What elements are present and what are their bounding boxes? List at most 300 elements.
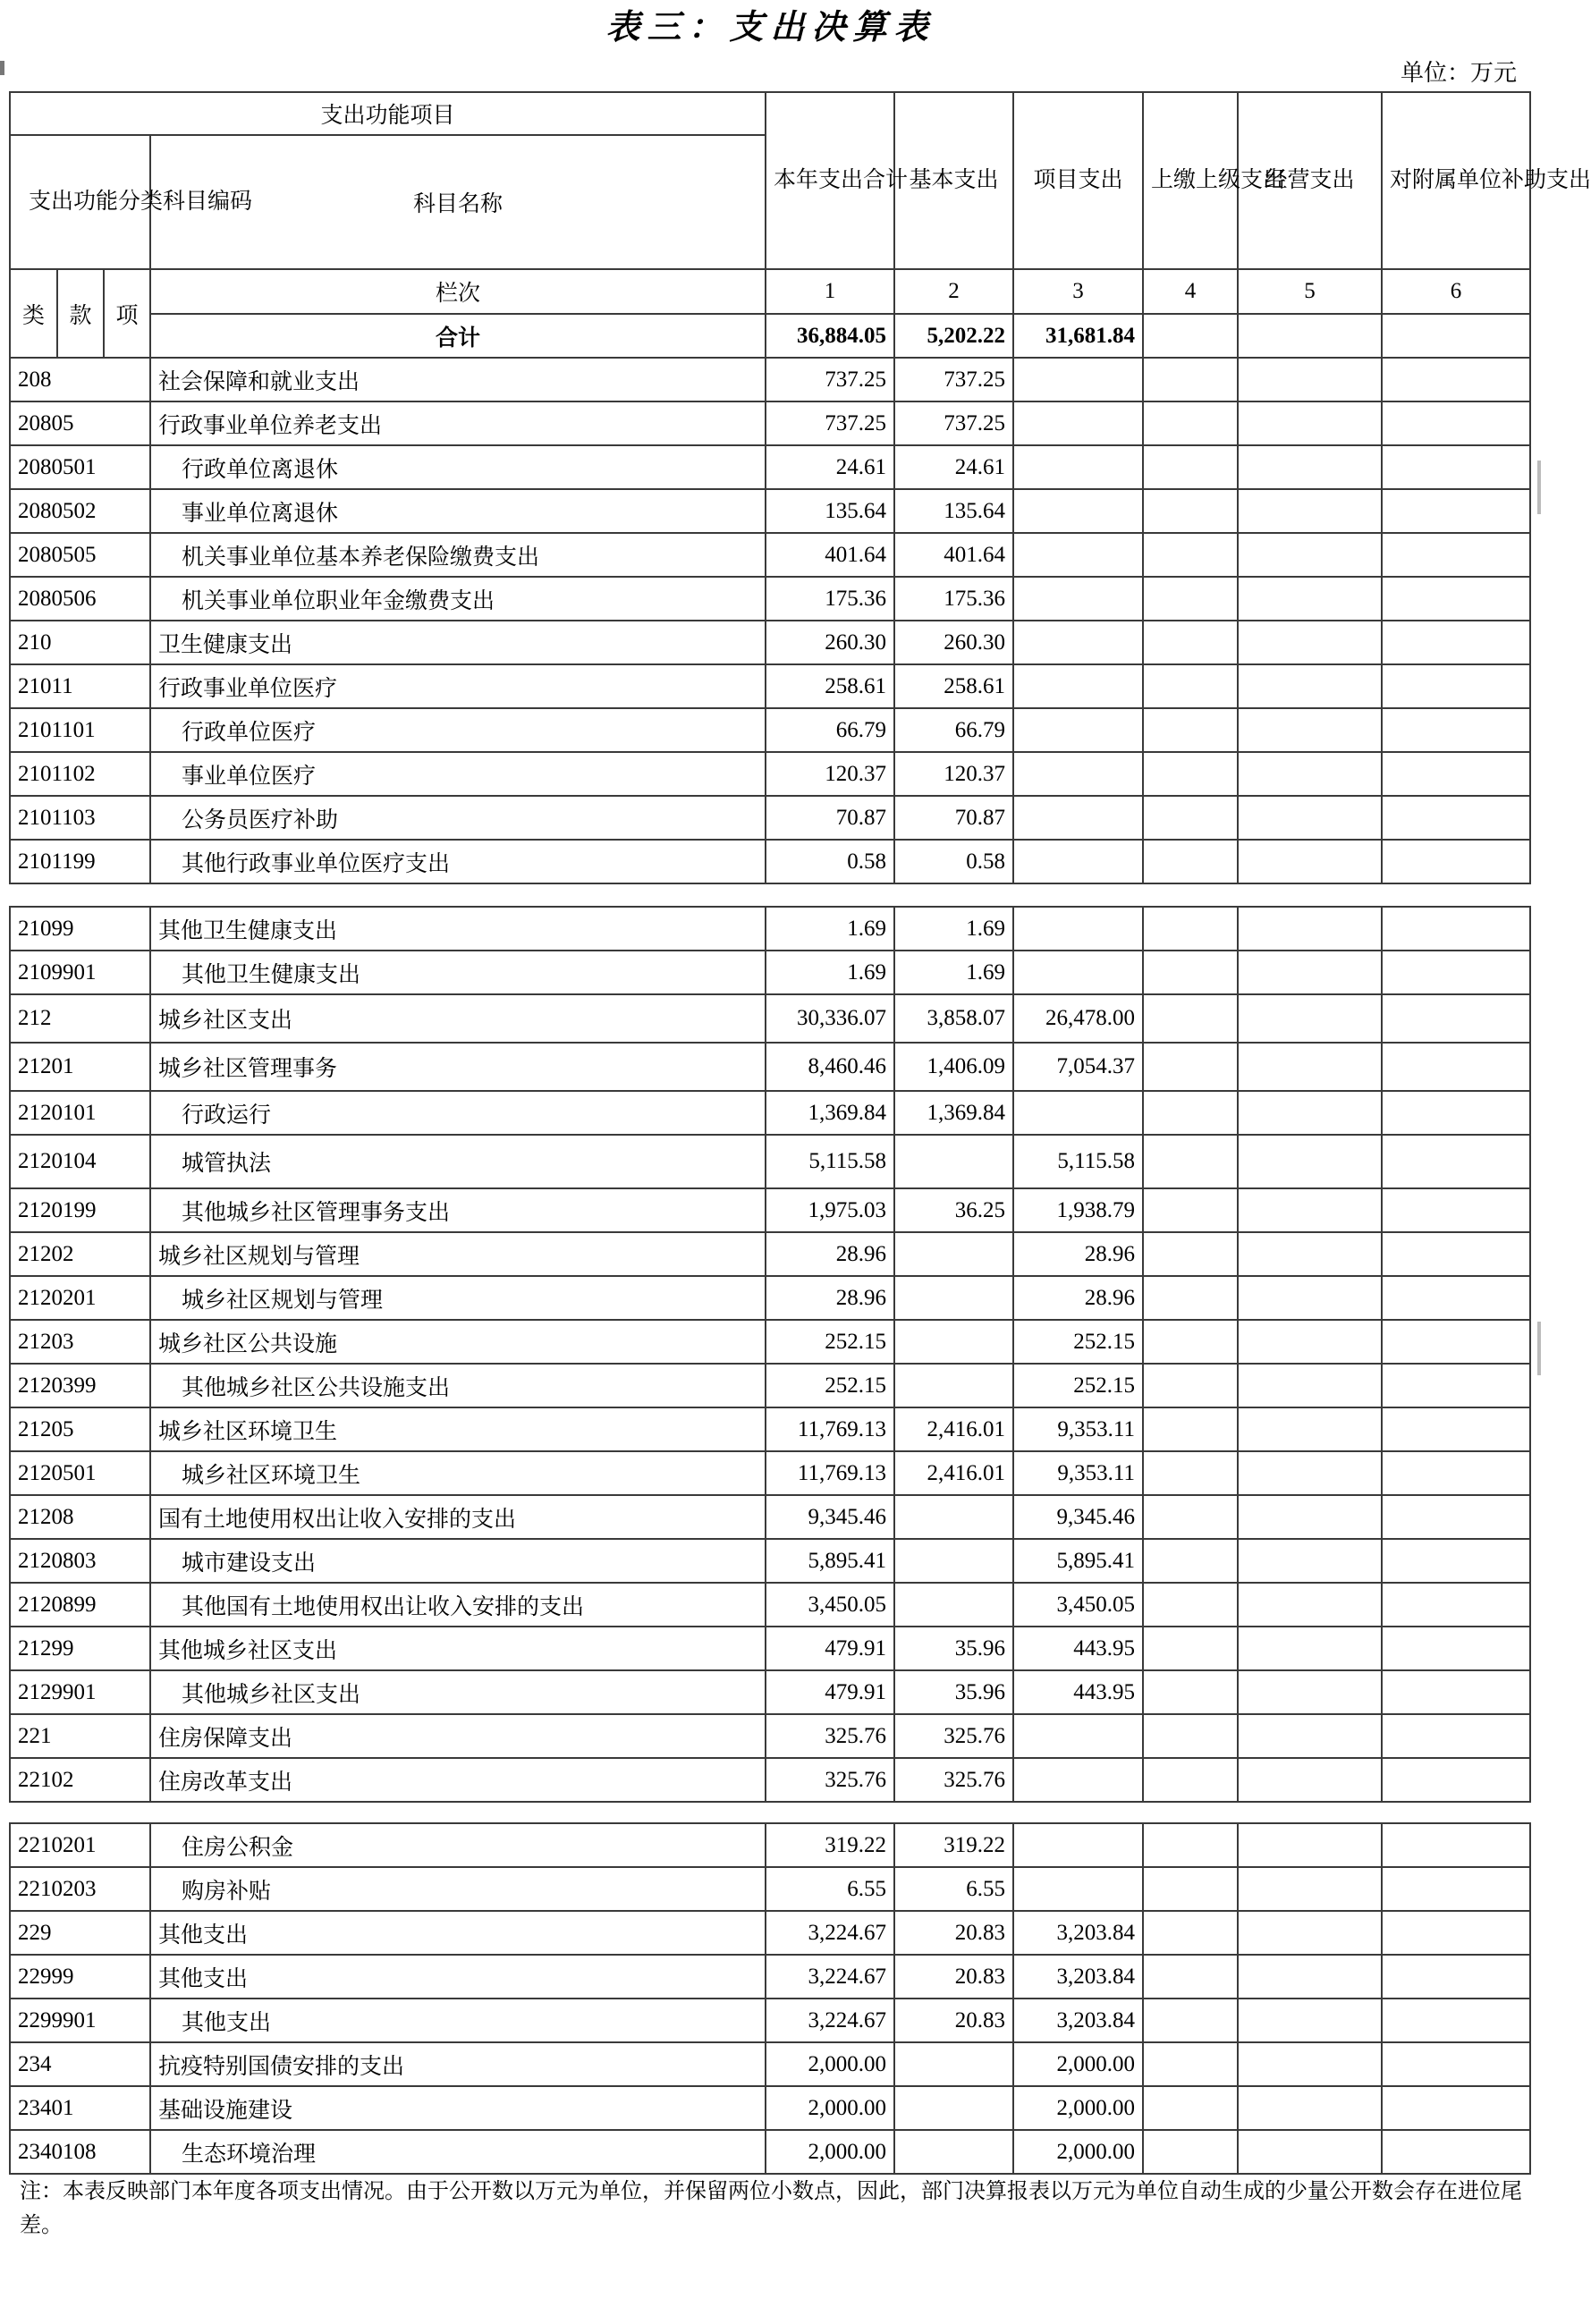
subject-name: 其他国有土地使用权出让收入安排的支出 [182, 1594, 585, 1619]
value-col-3: 3,203.84 [1013, 1955, 1143, 1999]
value-col-6 [1382, 1451, 1530, 1495]
subject-name-cell [150, 1188, 766, 1232]
table-row [10, 1407, 1530, 1451]
subject-code: 2120899 [10, 1583, 150, 1627]
header-code-label: 支出功能分类科目编码 [10, 135, 150, 269]
value-col-3: 28.96 [1013, 1276, 1143, 1320]
value-col-6 [1382, 1758, 1530, 1802]
value-col-3 [1013, 664, 1143, 708]
table-row [10, 489, 1530, 533]
value-col-1: 8,460.46 [766, 1043, 894, 1091]
value-col-2: 20.83 [894, 1911, 1013, 1955]
value-col-1: 252.15 [766, 1364, 894, 1407]
subject-code: 2120104 [10, 1135, 150, 1188]
value-col-4 [1143, 951, 1238, 994]
value-col-3: 9,353.11 [1013, 1407, 1143, 1451]
value-col-4 [1143, 621, 1238, 664]
subject-name-cell [150, 840, 766, 883]
value-col-2: 135.64 [894, 489, 1013, 533]
value-col-6 [1382, 358, 1530, 401]
table-row [10, 1276, 1530, 1320]
subject-name: 抗疫特别国债安排的支出 [158, 2054, 405, 2079]
value-col-2 [894, 2042, 1013, 2086]
col-number-1: 1 [766, 269, 894, 314]
value-col-2: 175.36 [894, 577, 1013, 621]
subject-name: 机关事业单位职业年金缴费支出 [182, 588, 495, 613]
value-col-4 [1143, 1823, 1238, 1867]
value-col-5 [1238, 2086, 1382, 2130]
value-col-6 [1382, 1867, 1530, 1911]
subject-code: 2109901 [10, 951, 150, 994]
value-col-2: 36.25 [894, 1188, 1013, 1232]
value-col-6 [1382, 1043, 1530, 1091]
page-edge-mark-right-1 [1537, 461, 1541, 514]
subject-name: 城乡社区公共设施 [158, 1331, 338, 1356]
subject-name-cell [150, 907, 766, 951]
table-row [10, 1714, 1530, 1758]
value-col-5 [1238, 1670, 1382, 1714]
value-col-5 [1238, 1999, 1382, 2042]
table-row [10, 1823, 1530, 1867]
value-col-4 [1143, 1583, 1238, 1627]
value-col-6 [1382, 1627, 1530, 1670]
table-row [10, 994, 1530, 1043]
subject-code: 234 [10, 2042, 150, 2086]
subject-code: 2210201 [10, 1823, 150, 1867]
value-col-2: 401.64 [894, 533, 1013, 577]
subject-name-cell [150, 1451, 766, 1495]
value-col-5 [1238, 840, 1382, 883]
value-col-5 [1238, 1451, 1382, 1495]
value-col-5 [1238, 489, 1382, 533]
value-col-4 [1143, 1188, 1238, 1232]
value-col-2: 120.37 [894, 752, 1013, 796]
table-row [10, 1364, 1530, 1407]
value-col-2: 319.22 [894, 1823, 1013, 1867]
value-col-3 [1013, 840, 1143, 883]
value-col-5 [1238, 358, 1382, 401]
subject-name-cell [150, 1407, 766, 1451]
value-col-1: 5,115.58 [766, 1135, 894, 1188]
value-col-4 [1143, 840, 1238, 883]
subject-code: 22102 [10, 1758, 150, 1802]
subject-name: 卫生健康支出 [158, 632, 293, 657]
value-col-1: 3,224.67 [766, 1955, 894, 1999]
value-col-6 [1382, 840, 1530, 883]
subject-name-cell [150, 577, 766, 621]
value-col-3: 3,203.84 [1013, 1911, 1143, 1955]
value-col-4 [1143, 1320, 1238, 1364]
value-col-5 [1238, 1867, 1382, 1911]
value-col-3: 9,345.46 [1013, 1495, 1143, 1539]
value-col-4 [1143, 1955, 1238, 1999]
value-col-6 [1382, 1276, 1530, 1320]
subject-name: 城乡社区环境卫生 [158, 1419, 338, 1444]
value-col-3: 3,203.84 [1013, 1999, 1143, 2042]
subject-name: 其他城乡社区支出 [182, 1682, 361, 1707]
subject-name: 其他城乡社区支出 [158, 1638, 338, 1663]
table-row [10, 577, 1530, 621]
value-col-6 [1382, 1091, 1530, 1135]
value-col-6 [1382, 708, 1530, 752]
total-value-4 [1143, 314, 1238, 358]
table-row [10, 1091, 1530, 1135]
table-row [10, 1955, 1530, 1999]
value-col-4 [1143, 1627, 1238, 1670]
value-col-2 [894, 1320, 1013, 1364]
value-col-3: 3,450.05 [1013, 1583, 1143, 1627]
value-col-2: 66.79 [894, 708, 1013, 752]
value-col-6 [1382, 752, 1530, 796]
table-row [10, 907, 1530, 951]
unit-label: 单位：万元 [1400, 60, 1517, 86]
value-col-3 [1013, 533, 1143, 577]
total-value-5 [1238, 314, 1382, 358]
value-col-6 [1382, 577, 1530, 621]
total-value-2: 5,202.22 [894, 314, 1013, 358]
table-row [10, 1232, 1530, 1276]
value-col-5 [1238, 2130, 1382, 2174]
value-col-3 [1013, 445, 1143, 489]
header-col-project: 项目支出 [1013, 92, 1143, 269]
subject-name-cell [150, 796, 766, 840]
value-col-3: 2,000.00 [1013, 2042, 1143, 2086]
page-title: 表三：支出决算表 [605, 9, 935, 46]
subject-code: 21011 [10, 664, 150, 708]
value-col-4 [1143, 1495, 1238, 1539]
value-col-4 [1143, 907, 1238, 951]
value-col-1: 319.22 [766, 1823, 894, 1867]
value-col-2 [894, 1364, 1013, 1407]
subject-name: 城乡社区环境卫生 [182, 1463, 361, 1488]
value-col-5 [1238, 1583, 1382, 1627]
value-col-4 [1143, 1999, 1238, 2042]
table-row [10, 1627, 1530, 1670]
value-col-1: 66.79 [766, 708, 894, 752]
subject-name: 城管执法 [182, 1152, 272, 1176]
subject-name-cell [150, 621, 766, 664]
subject-name: 住房保障支出 [158, 1726, 293, 1751]
subject-name-cell [150, 1911, 766, 1955]
value-col-3: 443.95 [1013, 1670, 1143, 1714]
subject-code: 2299901 [10, 1999, 150, 2042]
subject-name-cell [150, 1627, 766, 1670]
value-col-3: 5,115.58 [1013, 1135, 1143, 1188]
subject-code: 2120399 [10, 1364, 150, 1407]
subject-code: 21099 [10, 907, 150, 951]
value-col-2 [894, 2086, 1013, 2130]
value-col-4 [1143, 664, 1238, 708]
value-col-3 [1013, 907, 1143, 951]
value-col-4 [1143, 1539, 1238, 1583]
header-name-label: 科目名称 [150, 135, 766, 269]
subject-name: 基础设施建设 [158, 2098, 293, 2123]
value-col-1: 70.87 [766, 796, 894, 840]
value-col-4 [1143, 2042, 1238, 2086]
subject-code: 2080501 [10, 445, 150, 489]
value-col-2: 2,416.01 [894, 1451, 1013, 1495]
value-col-1: 260.30 [766, 621, 894, 664]
table-row [10, 1583, 1530, 1627]
value-col-2: 260.30 [894, 621, 1013, 664]
subject-code: 21205 [10, 1407, 150, 1451]
value-col-5 [1238, 1407, 1382, 1451]
value-col-2: 1.69 [894, 907, 1013, 951]
page-edge-mark-left [0, 61, 4, 75]
subject-code: 210 [10, 621, 150, 664]
subject-name: 行政单位医疗 [182, 720, 317, 745]
value-col-5 [1238, 577, 1382, 621]
value-col-5 [1238, 1539, 1382, 1583]
value-col-3 [1013, 489, 1143, 533]
value-col-6 [1382, 401, 1530, 445]
value-col-1: 0.58 [766, 840, 894, 883]
subject-code: 20805 [10, 401, 150, 445]
subject-name-cell [150, 445, 766, 489]
value-col-3: 443.95 [1013, 1627, 1143, 1670]
value-col-4 [1143, 1758, 1238, 1802]
value-col-3: 28.96 [1013, 1232, 1143, 1276]
subject-name-cell [150, 2130, 766, 2174]
value-col-1: 1,369.84 [766, 1091, 894, 1135]
value-col-4 [1143, 1135, 1238, 1188]
subject-name: 购房补贴 [182, 1879, 272, 1904]
subject-name-cell [150, 708, 766, 752]
value-col-3: 9,353.11 [1013, 1451, 1143, 1495]
value-col-6 [1382, 2042, 1530, 2086]
table-row [10, 1999, 1530, 2042]
value-col-1: 5,895.41 [766, 1539, 894, 1583]
value-col-4 [1143, 401, 1238, 445]
value-col-4 [1143, 1407, 1238, 1451]
value-col-1: 3,224.67 [766, 1911, 894, 1955]
table-row [10, 1670, 1530, 1714]
value-col-2: 24.61 [894, 445, 1013, 489]
value-col-6 [1382, 2130, 1530, 2174]
table-row [10, 2130, 1530, 2174]
value-col-5 [1238, 951, 1382, 994]
subject-name: 事业单位医疗 [182, 764, 317, 789]
subject-name-cell [150, 664, 766, 708]
table-row [10, 1539, 1530, 1583]
subject-code: 2129901 [10, 1670, 150, 1714]
table-row [10, 2086, 1530, 2130]
subject-name: 其他卫生健康支出 [158, 918, 338, 943]
subject-name: 公务员医疗补助 [182, 807, 339, 832]
value-col-1: 9,345.46 [766, 1495, 894, 1539]
subject-code: 21208 [10, 1495, 150, 1539]
value-col-1: 175.36 [766, 577, 894, 621]
subject-name-cell [150, 1955, 766, 1999]
subject-name: 机关事业单位基本养老保险缴费支出 [182, 545, 540, 570]
value-col-5 [1238, 1714, 1382, 1758]
header-col-total: 本年支出合计 [766, 92, 894, 269]
header-col-basic: 基本支出 [894, 92, 1013, 269]
subject-name: 社会保障和就业支出 [158, 369, 360, 394]
subject-code: 2101199 [10, 840, 150, 883]
value-col-5 [1238, 401, 1382, 445]
value-col-6 [1382, 489, 1530, 533]
value-col-4 [1143, 489, 1238, 533]
subject-code: 2080502 [10, 489, 150, 533]
value-col-1: 3,224.67 [766, 1999, 894, 2042]
value-col-5 [1238, 1320, 1382, 1364]
table-row [10, 708, 1530, 752]
value-col-4 [1143, 708, 1238, 752]
value-col-1: 479.91 [766, 1627, 894, 1670]
value-col-2: 6.55 [894, 1867, 1013, 1911]
value-col-6 [1382, 1320, 1530, 1364]
subject-name-cell [150, 1495, 766, 1539]
value-col-1: 1.69 [766, 951, 894, 994]
subject-code: 2080505 [10, 533, 150, 577]
subject-name: 行政事业单位养老支出 [158, 413, 383, 438]
value-col-3 [1013, 1823, 1143, 1867]
value-col-6 [1382, 994, 1530, 1043]
subject-name-cell [150, 1043, 766, 1091]
subject-name-cell [150, 1320, 766, 1364]
value-col-5 [1238, 1627, 1382, 1670]
subject-code: 212 [10, 994, 150, 1043]
subject-name-cell [150, 1135, 766, 1188]
header-kuan: 款 [57, 269, 104, 358]
subject-name-cell [150, 1091, 766, 1135]
value-col-2: 35.96 [894, 1670, 1013, 1714]
value-col-1: 252.15 [766, 1320, 894, 1364]
value-col-2: 737.25 [894, 401, 1013, 445]
table-row [10, 664, 1530, 708]
value-col-3: 252.15 [1013, 1320, 1143, 1364]
value-col-1: 737.25 [766, 401, 894, 445]
value-col-4 [1143, 2130, 1238, 2174]
value-col-5 [1238, 1495, 1382, 1539]
subject-name-cell [150, 1583, 766, 1627]
value-col-6 [1382, 1407, 1530, 1451]
table-row [10, 752, 1530, 796]
subject-name: 行政运行 [182, 1103, 272, 1128]
value-col-6 [1382, 1999, 1530, 2042]
header-col-operating: 经营支出 [1238, 92, 1382, 269]
value-col-4 [1143, 577, 1238, 621]
subject-name: 其他城乡社区管理事务支出 [182, 1200, 451, 1225]
value-col-4 [1143, 752, 1238, 796]
value-col-4 [1143, 1714, 1238, 1758]
subject-name: 其他支出 [182, 2010, 272, 2035]
value-col-3: 2,000.00 [1013, 2130, 1143, 2174]
subject-code: 2120501 [10, 1451, 150, 1495]
subject-name-cell [150, 1758, 766, 1802]
value-col-4 [1143, 2086, 1238, 2130]
value-col-3 [1013, 1867, 1143, 1911]
header-group-label: 支出功能项目 [10, 92, 766, 135]
value-col-6 [1382, 1823, 1530, 1867]
value-col-3 [1013, 752, 1143, 796]
table-row [10, 1451, 1530, 1495]
value-col-5 [1238, 752, 1382, 796]
subject-code: 229 [10, 1911, 150, 1955]
value-col-2 [894, 1583, 1013, 1627]
value-col-5 [1238, 1364, 1382, 1407]
value-col-1: 120.37 [766, 752, 894, 796]
value-col-1: 24.61 [766, 445, 894, 489]
expenditure-table-page-1 [9, 91, 1591, 884]
subject-name: 行政单位离退休 [182, 457, 339, 482]
value-col-2 [894, 1539, 1013, 1583]
value-col-3: 26,478.00 [1013, 994, 1143, 1043]
value-col-6 [1382, 664, 1530, 708]
col-number-5: 5 [1238, 269, 1382, 314]
value-col-1: 6.55 [766, 1867, 894, 1911]
subject-name-cell [150, 1823, 766, 1867]
value-col-3 [1013, 708, 1143, 752]
col-number-4: 4 [1143, 269, 1238, 314]
table-row [10, 1320, 1530, 1364]
value-col-5 [1238, 445, 1382, 489]
value-col-1: 401.64 [766, 533, 894, 577]
subject-code: 21203 [10, 1320, 150, 1364]
col-number-3: 3 [1013, 269, 1143, 314]
subject-name: 城乡社区管理事务 [158, 1057, 338, 1081]
value-col-6 [1382, 1364, 1530, 1407]
table-row [10, 840, 1530, 883]
value-col-4 [1143, 358, 1238, 401]
value-col-6 [1382, 1539, 1530, 1583]
subject-name-cell [150, 994, 766, 1043]
value-col-3: 252.15 [1013, 1364, 1143, 1407]
subject-name-cell [150, 1670, 766, 1714]
subject-name-cell [150, 2086, 766, 2130]
value-col-1: 30,336.07 [766, 994, 894, 1043]
header-xiang: 项 [104, 269, 150, 358]
value-col-5 [1238, 907, 1382, 951]
subject-name: 其他支出 [158, 1923, 249, 1948]
value-col-1: 325.76 [766, 1714, 894, 1758]
value-col-2 [894, 1232, 1013, 1276]
subject-name: 其他行政事业单位医疗支出 [182, 851, 451, 876]
header-lei: 类 [10, 269, 57, 358]
value-col-1: 28.96 [766, 1232, 894, 1276]
value-col-1: 11,769.13 [766, 1451, 894, 1495]
subject-name: 城市建设支出 [182, 1551, 317, 1576]
value-col-3: 2,000.00 [1013, 2086, 1143, 2130]
value-col-2 [894, 1495, 1013, 1539]
value-col-4 [1143, 445, 1238, 489]
value-col-2: 325.76 [894, 1714, 1013, 1758]
header-col-subsidy: 对附属单位补助支出 [1382, 92, 1530, 269]
value-col-2: 20.83 [894, 1955, 1013, 1999]
value-col-3 [1013, 796, 1143, 840]
subject-name-cell [150, 1276, 766, 1320]
subject-name-cell [150, 401, 766, 445]
value-col-2: 325.76 [894, 1758, 1013, 1802]
value-col-5 [1238, 1823, 1382, 1867]
value-col-2: 20.83 [894, 1999, 1013, 2042]
subject-code: 2101102 [10, 752, 150, 796]
subject-name: 生态环境治理 [182, 2142, 317, 2167]
value-col-1: 1.69 [766, 907, 894, 951]
subject-name: 住房公积金 [182, 1835, 294, 1860]
subject-name-cell [150, 1714, 766, 1758]
table-row [10, 2042, 1530, 2086]
value-col-6 [1382, 1232, 1530, 1276]
value-col-6 [1382, 1495, 1530, 1539]
value-col-6 [1382, 445, 1530, 489]
table-row [10, 796, 1530, 840]
subject-code: 2120199 [10, 1188, 150, 1232]
subject-code: 2210203 [10, 1867, 150, 1911]
value-col-1: 2,000.00 [766, 2042, 894, 2086]
table-row [10, 1043, 1530, 1091]
